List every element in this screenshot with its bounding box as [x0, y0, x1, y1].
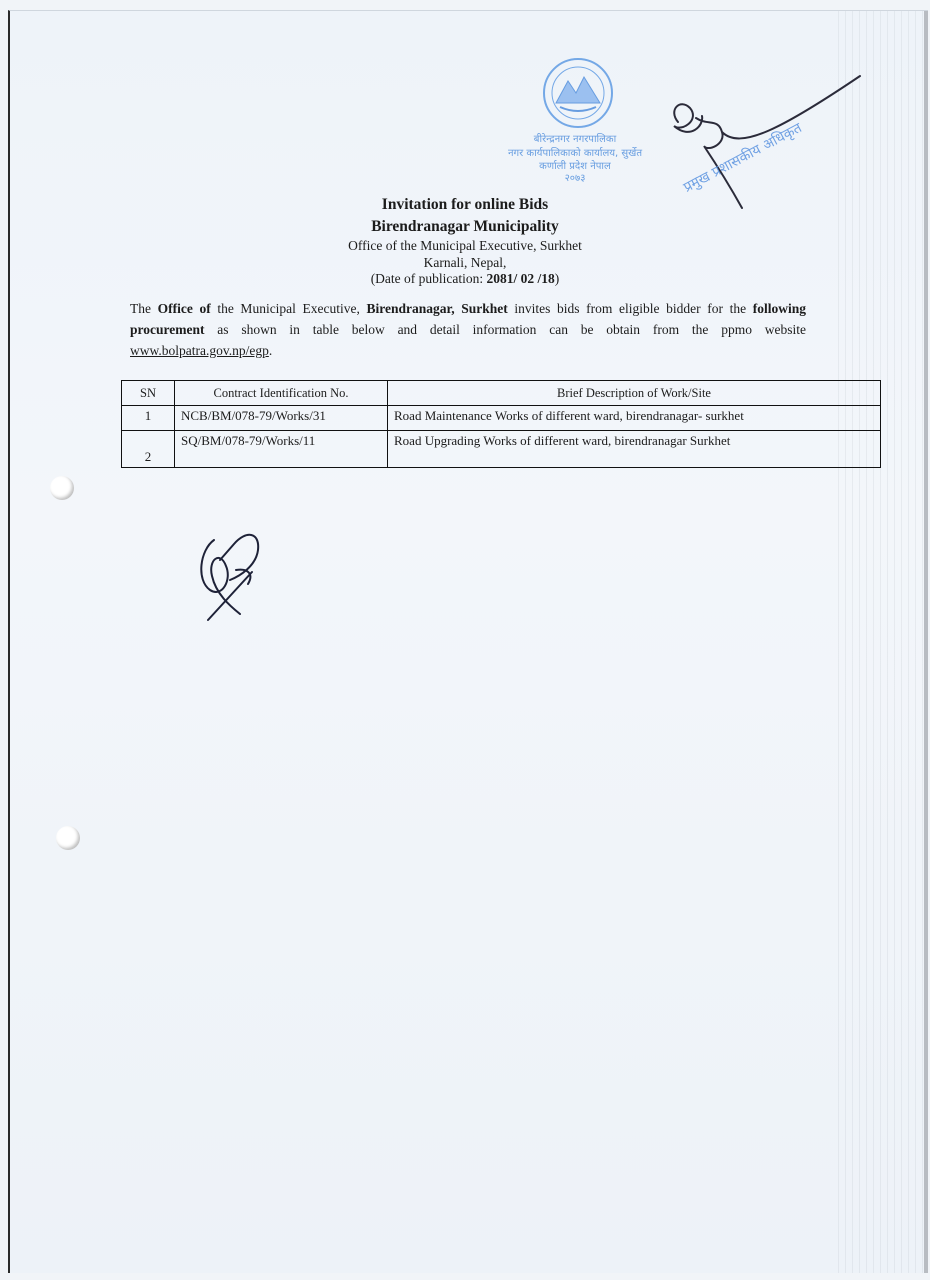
row-description: Road Maintenance Works of different ward, birendranagar- surkhet: [388, 406, 881, 431]
office-location: Karnali, Nepal,: [423, 255, 507, 270]
ppmo-website-link[interactable]: www.bolpatra.gov.np/egp: [130, 343, 269, 358]
publication-date: 2081/ 02 /18: [486, 271, 555, 286]
official-seal: [500, 45, 650, 185]
publication-date-line: [0, 271, 930, 287]
office-name: Office of the Municipal Executive, Surkhet: [348, 238, 582, 253]
notice-text-3: invites bids from eligible bidder for the: [507, 301, 753, 316]
table-row: [122, 406, 881, 431]
seal-text-line3: कर्णाली प्रदेश नेपाल: [539, 161, 611, 172]
punch-hole-top: [50, 476, 74, 500]
bids-table: [121, 380, 881, 468]
signature-initials: [190, 510, 270, 630]
row-description: Road Upgrading Works of different ward, birendranagar Surkhet: [388, 431, 881, 468]
table-header-row: [122, 381, 881, 406]
punch-hole-bottom: [56, 826, 80, 850]
organization-name: Birendranagar Municipality: [371, 218, 559, 235]
seal-text-line2: नगर कार्यपालिकाको कार्यालय, सुर्खेत: [507, 148, 643, 159]
publication-prefix: (Date of publication:: [370, 271, 487, 286]
row-contract-id: NCB/BM/078-79/Works/31: [175, 406, 388, 431]
table-row: [122, 431, 881, 468]
notice-text-1: The: [130, 301, 158, 316]
notice-text-2: the Municipal Executive,: [210, 301, 367, 316]
publication-suffix: ): [554, 271, 560, 286]
notice-text-5: .: [268, 343, 273, 358]
header-description: Brief Description of Work/Site: [388, 381, 881, 406]
notice-bold-2: Birendranagar, Surkhet: [366, 301, 508, 316]
notice-paragraph: [130, 298, 806, 361]
designation-stamp: प्रमुख प्रशासकीय अधिकृत: [680, 120, 805, 196]
notice-title: Invitation for online Bids: [381, 196, 549, 213]
header-contract-id: Contract Identification No.: [175, 381, 388, 406]
notice-bold-1: Office of: [157, 301, 211, 316]
seal-text-line1: बीरेन्द्रनगर नगरपालिका: [533, 134, 617, 145]
notice-text-4: as shown in table below and detail information can be obtain from the ppmo website: [204, 322, 806, 337]
header-sn: SN: [122, 381, 175, 406]
row-sn: 2: [122, 431, 175, 468]
row-contract-id: SQ/BM/078-79/Works/11: [175, 431, 388, 468]
row-sn: 1: [122, 406, 175, 431]
seal-year: २०७३: [564, 173, 586, 184]
notice-bold-3: following procurement: [130, 301, 806, 337]
